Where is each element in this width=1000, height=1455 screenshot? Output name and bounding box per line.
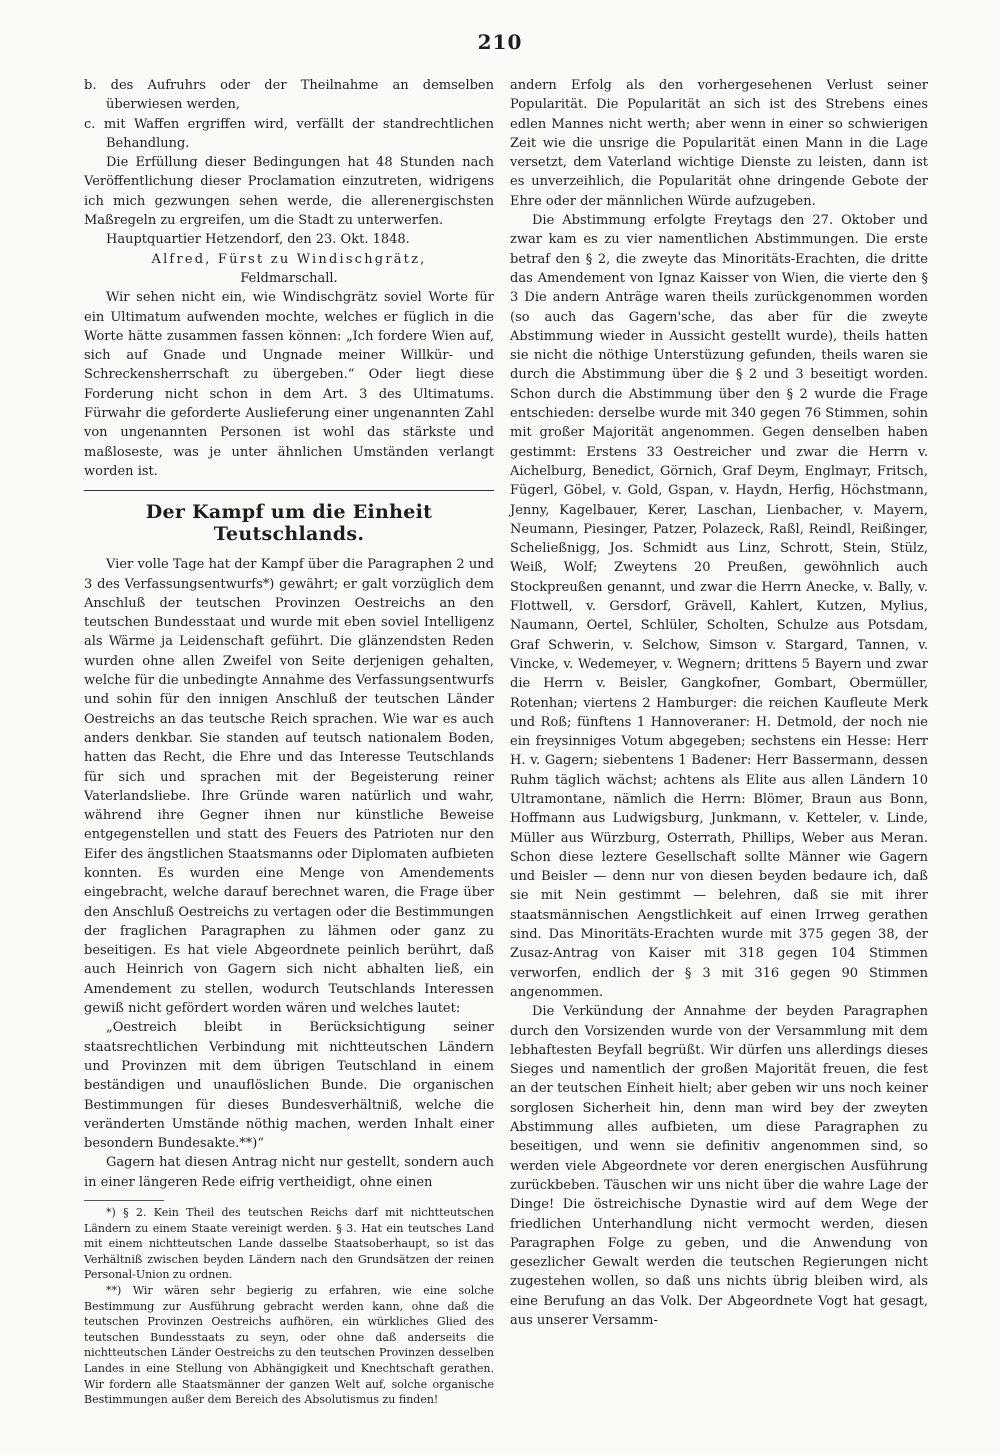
article-paragraph: Gagern hat diesen Antrag nicht nur gestellt, sondern auch in einer längeren Rede eifrig vertheidigt, ohne einen	[84, 1155, 494, 1190]
article-quote: „Oestreich bleibt in Berücksichtigung seiner staatsrechtlichen Verbindung mit nichtteutschen Ländern und Provinzen mit dem übrigen Teutschland in einem beständigen und unauflöslichen Bunde. Die organischen Bestimmungen für dieses Bundesverhältniß, welche die veränderten Umstände nöthig machen, werden Inhalt einer besondern Bundesakte.**)“	[84, 1020, 494, 1152]
article-paragraph: Vier volle Tage hat der Kampf über die Paragraphen 2 und 3 des Verfassungsentwurfs*) gewährt; er galt vorzüglich dem Anschluß der teutschen Provinzen Oestreichs an den teutschen Bundesstaat und wurde mit eben soviel Intelligenz als Wärme ja Leidenschaft geführt. Die glänzendsten Reden wurden ohne allen Zweifel von Seite derjenigen gehalten, welche für die unbedingte Annahme des Verfassungsentwurfs und sohin für den innigen Anschluß der teutschen Länder Oestreichs an das teutsche Reich sprachen. Wie war es auch anders denkbar. Sie standen auf teutsch nationalem Boden, hatten das Recht, die Ehre und das Interesse Teutschlands für sich und sprachen mit der Begeisterung reiner Vaterlandsliebe. Ihre Gründe waren natürlich und wahr, während ihre Gegner ihnen nur künstliche Beweise entgegenstellen und statt des Feuers des Patrioten nur den Eifer des ängstlichen Staatsmanns oder Diplomaten aufbieten konnten. Es wurden eine Menge von Amendements eingebracht, welche darauf berechnet waren, die Frage über den Anschluß Oestreichs zu vertagen oder die Bestimmungen der fraglichen Paragraphen zu lähmen oder ganz zu beseitigen. Es hat viele Abgeordnete peinlich berührt, daß auch Heinrich von Gagern sich nicht abhalten ließ, ein Amendement zu stellen, wodurch Teutschlands Interessen gewiß nicht gefördert worden wären und welches lautet:	[84, 557, 494, 1017]
right-column	[510, 76, 928, 1330]
vote-report-paragraph: Die Abstimmung erfolgte Freytags den 27. Oktober und zwar kam es zu vier namentlichen Abstimmungen. Die erste betraf den § 2, die zweyte das Minoritäts-Erachten, die dritte das Amendement von Ignaz Kaisser von Wien, die vierte den § 3 Die andern Anträge waren theils zurückgenommen worden (so auch das Gagern'sche, das aber für die zweyte Abstimmung wieder in Aussicht gestellt wurde), theils hatten sie nicht die nöthige Unterstüzung gefunden, theils waren sie durch die Abstimmung über die § 2 und 3 beseitigt worden. Schon durch die Abstimmung über den § 2 wurde die Frage entschieden: derselbe wurde mit 340 gegen 76 Stimmen, sohin mit großer Majorität angenommen. Gegen denselben haben gestimmt: Erstens 33 Oestreicher und zwar die Herrn v. Aichelburg, Benedict, Görnich, Graf Deym, Englmayr, Fritsch, Fügerl, Göbel, v. Gold, Gspan, v. Haydn, Herfig, Höchstmann, Jenny, Kagelbauer, Kerer, Laschan, Lienbacher, v. Mayern, Neumann, Piesinger, Patzer, Polazeck, Raßl, Reindl, Reißinger, Scheließnigg, Jos. Schmidt aus Linz, Schrott, Stein, Stülz, Weiß, Wolf; Zweytens 20 Preußen, gewöhnlich auch Stockpreußen genannt, und zwar die Herrn Anecke, v. Bally, v. Flottwell, v. Gersdorf, Grävell, Kahlert, Kutzen, Mylius, Naumann, Oertel, Schlüler, Scholten, Schulze aus Potsdam, Graf Schwerin, v. Selchow, Simson v. Stargard, Tannen, v. Vincke, v. Wedemeyer, v. Wegnern; drittens 5 Bayern und zwar die Herrn v. Beisler, Gangkofner, Gombart, Obermüller, Rotenhan; viertens 2 Hamburger: die reichen Kaufleute Merk und Roß; fünftens 1 Hannoveraner: H. Detmold, der noch nie ein freysinniges Votum abgegeben; sechstens ein Hesse: Herr H. v. Gagern; siebentens 1 Badener: Herr Bassermann, dessen Ruhm täglich wächst; achtens als Elite aus allen Ländern 10 Ultramontane, nämlich die Herrn: Blömer, Braun aus Bonn, Hoffmann aus Ludwigsburg, Junkmann, v. Ketteler, v. Linde, Müller aus Würzburg, Osterrath, Phillips, Weber aus Meran. Schon diese leztere Gesellschaft sollte Männer wie Gagern und Beisler — denn nur von diesen beyden bedaure ich, daß sie mit Nein gestimmt — belehren, daß sie mit ihrer staatsmännischen Aengstlichkeit auf einen Irrweg gerathen sind. Das Minoritäts-Erachten wurde mit 375 gegen 38, der Zusaz-Antrag von Kaiser mit 318 gegen 104 Stimmen verworfen, endlich der § 3 mit 316 gegen 90 Stimmen angenommen.	[510, 213, 928, 1000]
footnote-1: *) § 2. Kein Theil des teutschen Reichs darf mit nichtteutschen Ländern zu einem Staate vereinigt werden. § 3. Hat ein teutsches Land mit einem nichtteutschen Lande dasselbe Staatsoberhaupt, so ist das Verhältniß zwischen beyden Ländern nach den Grundsätzen der reinen Personal-Union zu ordnen.	[84, 1206, 494, 1282]
proclamation-clause-c: c. mit Waffen ergriffen wird, verfällt der standrechtlichen Behandlung.	[84, 116, 494, 151]
left-column	[84, 76, 494, 1408]
footnote-2: **) Wir wären sehr begierig zu erfahren, wie eine solche Bestimmung zur Ausführung gebracht werden kann, ohne daß die teutschen Provinzen Oestreichs aufhören, ein würkliches Glied des teutschen Bundesstaats zu seyn, oder ohne daß anderseits die nichtteutschen Länder Oestreichs zu den teutschen Provinzen desselben Landes in eine Stellung von Abhängigkeit und Knechtschaft gerathen. Wir fordern alle Staatsmänner der ganzen Welt auf, solche organische Bestimmungen außer dem Bereich des Absolutismus zu finden!	[84, 1284, 494, 1407]
article-headline: Der Kampf um die Einheit Teutschlands.	[145, 501, 433, 546]
proclamation-signature: Alfred, Fürst zu Windischgrätz,	[151, 251, 427, 267]
proclamation-signature-title: Feldmarschall.	[240, 270, 338, 286]
footnote-divider	[84, 1200, 164, 1201]
article-paragraph-continued: andern Erfolg als den vorhergesehenen Verlust seiner Popularität. Die Popularität an sich ist des Strebens eines edlen Mannes nicht werth; aber wenn in einer so schwierigen Zeit wie die unsrige die Popularität einen Mann in die Lage versetzt, dem Vaterland wichtige Dienste zu leisten, dann ist es unverzeihlich, die Popularität ohne dringende Gebote der Ehre oder der männlichen Würde aufzugeben.	[510, 78, 928, 209]
proclamation-paragraph: Die Erfüllung dieser Bedingungen hat 48 Stunden nach Veröffentlichung dieser Proclamation einzutreten, widrigens ich mich gezwungen sehen werde, die allerenergischsten Maßregeln zu ergreifen, um die Stadt zu unterwerfen.	[84, 155, 494, 229]
section-divider	[84, 490, 494, 491]
proclamation-clause-b: b. des Aufruhrs oder der Theilnahme an demselben überwiesen werden,	[84, 78, 494, 113]
commentary-paragraph: Wir sehen nicht ein, wie Windischgrätz soviel Worte für ein Ultimatum aufwenden mochte, welches er füglich in die Worte hätte zusammen fassen können: „Ich fordere Wien auf, sich auf Gnade und Ungnade meiner Willkür- und Schreckensherrschaft zu übergeben.“ Oder liegt diese Forderung nicht schon in dem Art. 3 des Ultimatums. Fürwahr die geforderte Auslieferung einer ungenannten Zahl von ungenannten Personen ist wohl das stärkste und maßloseste, was je unter ähnlichen Umständen verlangt worden ist.	[84, 290, 494, 479]
proclamation-dateline: Hauptquartier Hetzendorf, den 23. Okt. 1848.	[106, 232, 410, 248]
page-number: 210	[477, 30, 523, 54]
article-paragraph: Die Verkündung der Annahme der beyden Paragraphen durch den Vorsizenden wurde von der Versammlung mit dem lebhaftesten Beyfall begrüßt. Wir dürfen uns allerdings dieses Sieges und namentlich der großen Majorität freuen, die fest an der teutschen Einheit hielt; aber geben wir uns noch keiner sorglosen Sicherheit hin, denn man wird bey der zweyten Abstimmung alles aufbieten, um diese Paragraphen zu beseitigen, und wenn sie definitiv angenommen sind, so werden viele Abgeordnete vor deren energischen Ausführung zurückbeben. Täuschen wir uns nicht über die wahre Lage der Dinge! Die östreichische Dynastie wird auf dem Wege der friedlichen Unterhandlung nicht vermocht werden, diesen Paragraphen Folge zu geben, und die Anwendung von gesezlicher Gewalt werden die teutschen Regierungen nicht zugestehen wollen, so daß uns nichts übrig bleiben wird, als eine Berufung an das Volk. Der Abgeordnete Vogt hat gesagt, aus unserer Versamm-	[510, 1004, 928, 1328]
